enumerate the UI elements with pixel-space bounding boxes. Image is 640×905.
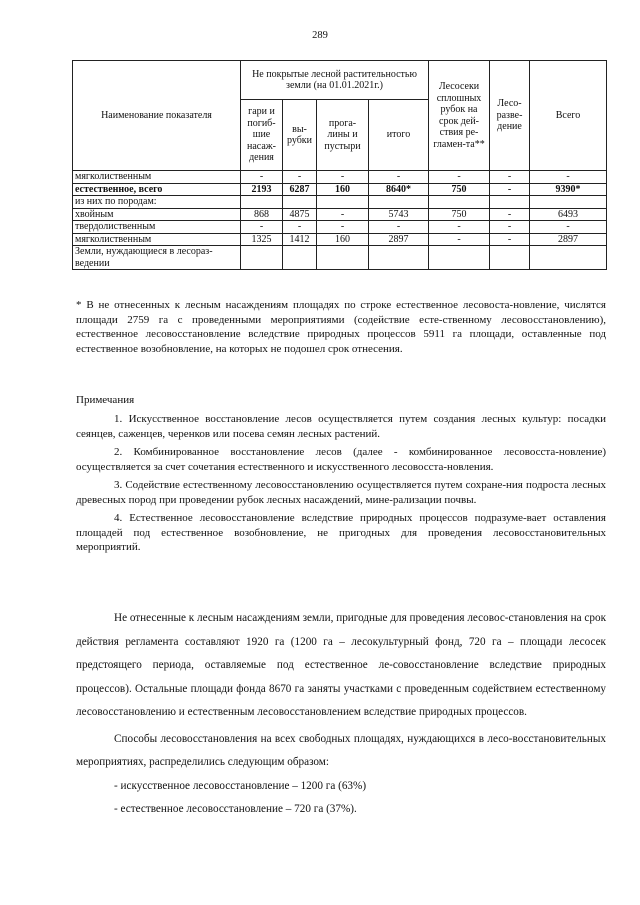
list-item: - искусственное лесовосстановление – 1200 га (63%) <box>114 779 367 792</box>
note-item: 2. Комбинированное восстановление лесов (далее - комбинированное лесовосста-новление) осуществляется за счет сочетания естественного и искусственного лесовосста-новления. <box>76 446 606 473</box>
table-cell: 2897 <box>530 233 607 246</box>
reforestation-table <box>72 60 607 270</box>
header-nonforest-group: Не покрытые лесной растительностью земли (на 01.01.2021г.) <box>241 61 429 100</box>
table-cell <box>530 196 607 209</box>
table-cell: - <box>241 171 283 184</box>
table-cell: 1325 <box>241 233 283 246</box>
table-cell <box>490 196 530 209</box>
table-cell <box>317 246 369 270</box>
table-row <box>73 183 607 196</box>
row-label: твердолиственным <box>73 221 241 234</box>
table-cell: - <box>490 208 530 221</box>
paragraph-2: Способы лесовосстановления на всех свободных площадях, нуждающихся в лесо-восстановительных мероприятиях, распределились следующим образом: <box>76 732 606 768</box>
table-cell: - <box>369 221 429 234</box>
table-cell: 5743 <box>369 208 429 221</box>
table-cell: - <box>490 171 530 184</box>
header-subtotal: итого <box>369 100 429 171</box>
table-cell: - <box>429 171 490 184</box>
row-label: из них по породам: <box>73 196 241 209</box>
table-cell <box>429 196 490 209</box>
note-item: 1. Искусственное восстановление лесов осуществляется путем создания лесных культур: посадки сеянцев, саженцев, черенков или посева семян лесных растений. <box>76 413 606 440</box>
table-row <box>73 196 607 209</box>
row-label: мягколиственным <box>73 171 241 184</box>
table-cell: 4875 <box>283 208 317 221</box>
table-cell: - <box>490 183 530 196</box>
paragraph-1: Не отнесенные к лесным насаждениям земли, пригодные для проведения лесовос-становления на срок действия регламента составляют 1920 га (1200 га – лесокультурный фонд, 720 га – площади лесосек предстоящего периода, оставляемые под естественное ле-совосстановление вследствие природных процессов). Остальные площади фонда 8670 га заняты участками с проведенным содействием естественному лесовосстановлению и естественным лесовосстановлением вследствие природных процессов. <box>76 612 606 718</box>
table-row <box>73 221 607 234</box>
row-label: естественное, всего <box>73 183 241 196</box>
table-cell <box>317 196 369 209</box>
header-cutovers: вы-рубки <box>283 100 317 171</box>
table-cell <box>283 246 317 270</box>
table-cell: - <box>490 221 530 234</box>
table-cell: 1412 <box>283 233 317 246</box>
table-cell: - <box>369 171 429 184</box>
table-cell: 750 <box>429 183 490 196</box>
table-cell <box>369 246 429 270</box>
table-row <box>73 208 607 221</box>
table-cell: 6287 <box>283 183 317 196</box>
table-cell: - <box>241 221 283 234</box>
table-cell <box>241 196 283 209</box>
table-cell <box>530 246 607 270</box>
notes-list <box>76 412 606 555</box>
table-cell: 750 <box>429 208 490 221</box>
row-label: Земли, нуждающиеся в лесораз-ведении <box>73 246 241 270</box>
table-cell: 2193 <box>241 183 283 196</box>
note-item: 3. Содействие естественному лесовосстановлению осуществляется путем сохране-ния подроста лесных древесных пород при проведении рубок лесных насаждений, мине-рализации почвы. <box>76 479 606 506</box>
notes-title: Примечания <box>76 394 135 406</box>
table-cell: 2897 <box>369 233 429 246</box>
table-cell: 160 <box>317 233 369 246</box>
footnote: * В не отнесенных к лесным насаждениям площадях по строке естественное лесовоста-новление, числятся площади 2759 га с проведенными мероприятиями (содействие есте-ственному лесовосстановлению), естественное лесовосстановление вследствие природных процессов 5911 га площади, оставленные под естественное возобновление, на которых не подошел срок отнесения. <box>76 299 606 355</box>
table-cell: - <box>429 221 490 234</box>
table-cell: - <box>429 233 490 246</box>
table-cell <box>283 196 317 209</box>
body-text <box>76 607 606 822</box>
table-row <box>73 171 607 184</box>
table-cell: - <box>283 171 317 184</box>
header-burned: гари и погиб-шие насаж-дения <box>241 100 283 171</box>
table-cell <box>490 246 530 270</box>
header-indicator: Наименование показателя <box>73 61 241 171</box>
header-felling: Лесосеки сплошных рубок на срок дей-ствия ре-гламен-та** <box>429 61 490 171</box>
header-glades: прога-лины и пустыри <box>317 100 369 171</box>
table-cell <box>241 246 283 270</box>
table-cell: - <box>317 208 369 221</box>
list-item: - естественное лесовосстановление – 720 га (37%). <box>114 803 357 815</box>
page-number: 289 <box>312 30 328 41</box>
header-total: Всего <box>530 61 607 171</box>
table-cell <box>429 246 490 270</box>
table-cell: 9390* <box>530 183 607 196</box>
table-cell: - <box>530 221 607 234</box>
table-cell: 868 <box>241 208 283 221</box>
note-item: 4. Естественное лесовосстановление вследствие природных процессов подразуме-вает оставления площадей под естественное возобновление, не пригодных для проведения лесовосстановительных мероприятий. <box>76 512 606 553</box>
table-cell: - <box>490 233 530 246</box>
table-row <box>73 233 607 246</box>
table-cell: - <box>530 171 607 184</box>
table-cell: - <box>283 221 317 234</box>
table-cell: 8640* <box>369 183 429 196</box>
table-cell: - <box>317 171 369 184</box>
table-cell: - <box>317 221 369 234</box>
table-cell <box>369 196 429 209</box>
table-cell: 6493 <box>530 208 607 221</box>
table-row <box>73 246 607 270</box>
row-label: мягколиственным <box>73 233 241 246</box>
row-label: хвойным <box>73 208 241 221</box>
header-plantations: Лесо-разве-дение <box>490 61 530 171</box>
table-cell: 160 <box>317 183 369 196</box>
